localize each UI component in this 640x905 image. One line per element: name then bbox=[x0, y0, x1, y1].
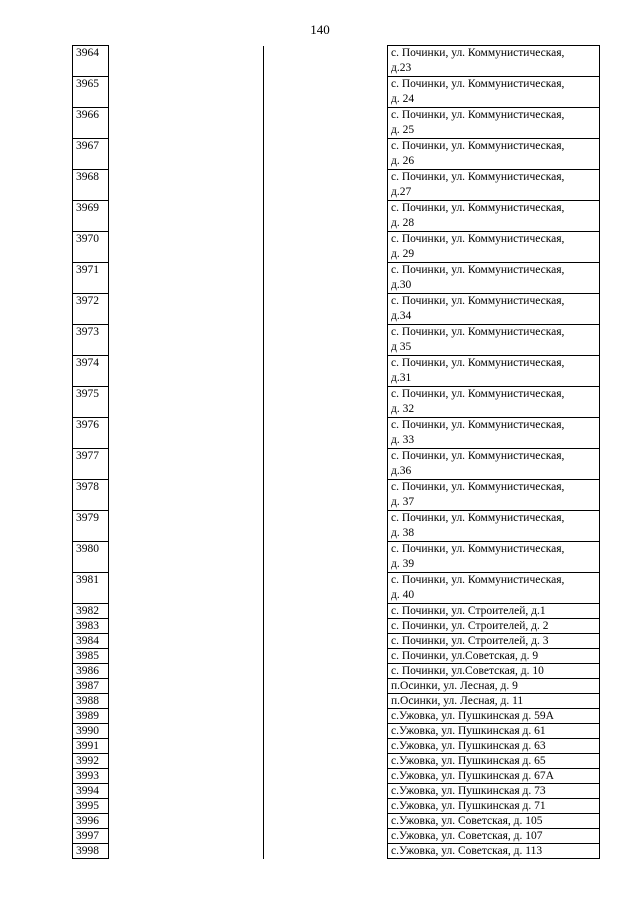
address-line-2: д. 37 bbox=[391, 496, 415, 508]
address-line-1: с. Починки, ул. Коммунистическая, bbox=[391, 171, 565, 183]
address-cell bbox=[388, 694, 600, 709]
address-cell bbox=[388, 294, 600, 325]
row-number: 3978 bbox=[73, 480, 109, 511]
row-number: 3964 bbox=[73, 46, 109, 77]
empty-column-b bbox=[264, 619, 388, 634]
address-line-2: д 35 bbox=[391, 341, 412, 353]
table-row bbox=[73, 724, 600, 739]
address-line-1: с.Ужовка, ул. Пушкинская д. 65 bbox=[391, 755, 546, 767]
address-line-2: д.30 bbox=[391, 279, 412, 291]
address-line-1: с. Починки, ул.Советская, д. 10 bbox=[391, 665, 544, 677]
address-cell bbox=[388, 829, 600, 844]
table-row bbox=[73, 664, 600, 679]
table-row bbox=[73, 77, 600, 108]
address-cell bbox=[388, 754, 600, 769]
address-cell bbox=[388, 604, 600, 619]
address-cell bbox=[388, 480, 600, 511]
address-cell bbox=[388, 739, 600, 754]
empty-column-a bbox=[109, 694, 264, 709]
address-cell bbox=[388, 814, 600, 829]
row-number: 3997 bbox=[73, 829, 109, 844]
row-number: 3973 bbox=[73, 325, 109, 356]
empty-column-b bbox=[264, 754, 388, 769]
empty-column-b bbox=[264, 418, 388, 449]
address-line-2: д. 39 bbox=[391, 558, 415, 570]
address-line-2: д. 24 bbox=[391, 93, 415, 105]
empty-column-a bbox=[109, 754, 264, 769]
table-row bbox=[73, 139, 600, 170]
empty-column-b bbox=[264, 694, 388, 709]
empty-column-a bbox=[109, 664, 264, 679]
address-line-1: с. Починки, ул. Коммунистическая, bbox=[391, 574, 565, 586]
table-row bbox=[73, 201, 600, 232]
empty-column-a bbox=[109, 139, 264, 170]
address-cell bbox=[388, 542, 600, 573]
table-row bbox=[73, 754, 600, 769]
empty-column-a bbox=[109, 649, 264, 664]
empty-column-b bbox=[264, 709, 388, 724]
row-number: 3980 bbox=[73, 542, 109, 573]
address-line-1: с.Ужовка, ул. Пушкинская д. 61 bbox=[391, 725, 546, 737]
row-number: 3966 bbox=[73, 108, 109, 139]
row-number: 3972 bbox=[73, 294, 109, 325]
row-number: 3994 bbox=[73, 784, 109, 799]
empty-column-b bbox=[264, 46, 388, 77]
empty-column-b bbox=[264, 201, 388, 232]
address-line-1: с. Починки, ул. Коммунистическая, bbox=[391, 264, 565, 276]
address-cell bbox=[388, 634, 600, 649]
address-line-1: с.Ужовка, ул. Пушкинская д. 63 bbox=[391, 740, 546, 752]
address-line-2: д. 32 bbox=[391, 403, 415, 415]
address-line-1: с. Починки, ул. Коммунистическая, bbox=[391, 47, 565, 59]
row-number: 3969 bbox=[73, 201, 109, 232]
address-line-1: с. Починки, ул. Коммунистическая, bbox=[391, 543, 565, 555]
address-line-1: п.Осинки, ул. Лесная, д. 9 bbox=[391, 680, 518, 692]
empty-column-b bbox=[264, 814, 388, 829]
empty-column-b bbox=[264, 829, 388, 844]
empty-column-a bbox=[109, 604, 264, 619]
empty-column-a bbox=[109, 108, 264, 139]
empty-column-a bbox=[109, 814, 264, 829]
address-line-1: с. Починки, ул. Коммунистическая, bbox=[391, 450, 565, 462]
address-cell bbox=[388, 201, 600, 232]
address-line-1: с.Ужовка, ул. Пушкинская д. 73 bbox=[391, 785, 546, 797]
address-cell bbox=[388, 784, 600, 799]
empty-column-b bbox=[264, 170, 388, 201]
address-line-1: с. Починки, ул. Коммунистическая, bbox=[391, 388, 565, 400]
row-number: 3988 bbox=[73, 694, 109, 709]
empty-column-a bbox=[109, 724, 264, 739]
empty-column-a bbox=[109, 387, 264, 418]
address-cell bbox=[388, 664, 600, 679]
address-line-2: д.31 bbox=[391, 372, 412, 384]
address-cell bbox=[388, 263, 600, 294]
row-number: 3983 bbox=[73, 619, 109, 634]
row-number: 3971 bbox=[73, 263, 109, 294]
address-line-2: д.36 bbox=[391, 465, 412, 477]
row-number: 3965 bbox=[73, 77, 109, 108]
address-line-1: с.Ужовка, ул. Пушкинская д. 67А bbox=[391, 770, 554, 782]
empty-column-b bbox=[264, 294, 388, 325]
row-number: 3975 bbox=[73, 387, 109, 418]
table-row bbox=[73, 784, 600, 799]
table-row bbox=[73, 844, 600, 859]
row-number: 3998 bbox=[73, 844, 109, 859]
address-line-1: с. Починки, ул. Строителей, д. 3 bbox=[391, 635, 549, 647]
empty-column-b bbox=[264, 604, 388, 619]
page-number: 140 bbox=[310, 22, 330, 37]
table-row bbox=[73, 604, 600, 619]
table-row bbox=[73, 356, 600, 387]
empty-column-a bbox=[109, 201, 264, 232]
address-line-1: с. Починки, ул. Коммунистическая, bbox=[391, 109, 565, 121]
empty-column-a bbox=[109, 418, 264, 449]
table-row bbox=[73, 418, 600, 449]
address-line-1: с. Починки, ул. Коммунистическая, bbox=[391, 140, 565, 152]
address-line-1: с. Починки, ул. Коммунистическая, bbox=[391, 419, 565, 431]
table-row bbox=[73, 108, 600, 139]
row-number: 3986 bbox=[73, 664, 109, 679]
table-row bbox=[73, 739, 600, 754]
empty-column-b bbox=[264, 784, 388, 799]
empty-column-a bbox=[109, 799, 264, 814]
empty-column-b bbox=[264, 634, 388, 649]
address-cell bbox=[388, 619, 600, 634]
table-row bbox=[73, 449, 600, 480]
empty-column-b bbox=[264, 263, 388, 294]
row-number: 3976 bbox=[73, 418, 109, 449]
address-line-2: д.34 bbox=[391, 310, 412, 322]
row-number: 3970 bbox=[73, 232, 109, 263]
empty-column-b bbox=[264, 573, 388, 604]
address-line-2: д. 38 bbox=[391, 527, 415, 539]
address-line-1: с.Ужовка, ул. Советская, д. 107 bbox=[391, 830, 543, 842]
empty-column-b bbox=[264, 139, 388, 170]
address-cell bbox=[388, 77, 600, 108]
address-line-1: с. Починки, ул.Советская, д. 9 bbox=[391, 650, 539, 662]
empty-column-a bbox=[109, 170, 264, 201]
address-line-2: д. 25 bbox=[391, 124, 415, 136]
table-row bbox=[73, 294, 600, 325]
address-line-2: д. 26 bbox=[391, 155, 415, 167]
row-number: 3981 bbox=[73, 573, 109, 604]
address-table bbox=[72, 45, 600, 859]
address-line-2: д.27 bbox=[391, 186, 412, 198]
address-line-2: д. 28 bbox=[391, 217, 415, 229]
empty-column-a bbox=[109, 511, 264, 542]
address-line-2: д.23 bbox=[391, 62, 412, 74]
address-line-1: с. Починки, ул. Коммунистическая, bbox=[391, 78, 565, 90]
table-row bbox=[73, 814, 600, 829]
address-line-1: с. Починки, ул. Строителей, д. 2 bbox=[391, 620, 549, 632]
address-cell bbox=[388, 649, 600, 664]
address-line-1: с. Починки, ул. Коммунистическая, bbox=[391, 295, 565, 307]
address-cell bbox=[388, 46, 600, 77]
empty-column-b bbox=[264, 649, 388, 664]
row-number: 3977 bbox=[73, 449, 109, 480]
empty-column-b bbox=[264, 511, 388, 542]
row-number: 3990 bbox=[73, 724, 109, 739]
empty-column-a bbox=[109, 634, 264, 649]
empty-column-b bbox=[264, 387, 388, 418]
address-line-1: с.Ужовка, ул. Пушкинская д. 59А bbox=[391, 710, 554, 722]
address-cell bbox=[388, 325, 600, 356]
empty-column-b bbox=[264, 739, 388, 754]
table-row bbox=[73, 542, 600, 573]
row-number: 3984 bbox=[73, 634, 109, 649]
address-cell bbox=[388, 449, 600, 480]
empty-column-b bbox=[264, 724, 388, 739]
row-number: 3968 bbox=[73, 170, 109, 201]
empty-column-a bbox=[109, 769, 264, 784]
empty-column-b bbox=[264, 664, 388, 679]
row-number: 3993 bbox=[73, 769, 109, 784]
address-cell bbox=[388, 387, 600, 418]
address-cell bbox=[388, 679, 600, 694]
empty-column-b bbox=[264, 77, 388, 108]
empty-column-b bbox=[264, 769, 388, 784]
empty-column-a bbox=[109, 739, 264, 754]
table-row bbox=[73, 325, 600, 356]
table-row bbox=[73, 170, 600, 201]
empty-column-b bbox=[264, 232, 388, 263]
address-cell bbox=[388, 139, 600, 170]
table-row bbox=[73, 263, 600, 294]
address-line-1: п.Осинки, ул. Лесная, д. 11 bbox=[391, 695, 524, 707]
address-line-1: с.Ужовка, ул. Советская, д. 105 bbox=[391, 815, 543, 827]
empty-column-a bbox=[109, 542, 264, 573]
row-number: 3992 bbox=[73, 754, 109, 769]
row-number: 3995 bbox=[73, 799, 109, 814]
address-cell bbox=[388, 418, 600, 449]
address-cell bbox=[388, 724, 600, 739]
row-number: 3979 bbox=[73, 511, 109, 542]
address-line-1: с.Ужовка, ул. Пушкинская д. 71 bbox=[391, 800, 546, 812]
empty-column-a bbox=[109, 294, 264, 325]
row-number: 3974 bbox=[73, 356, 109, 387]
address-cell bbox=[388, 511, 600, 542]
address-line-1: с. Починки, ул. Коммунистическая, bbox=[391, 326, 565, 338]
row-number: 3982 bbox=[73, 604, 109, 619]
table-row bbox=[73, 46, 600, 77]
table-row bbox=[73, 232, 600, 263]
empty-column-a bbox=[109, 325, 264, 356]
empty-column-b bbox=[264, 108, 388, 139]
empty-column-a bbox=[109, 619, 264, 634]
address-cell bbox=[388, 170, 600, 201]
empty-column-b bbox=[264, 325, 388, 356]
address-table-body bbox=[73, 46, 600, 859]
address-line-1: с. Починки, ул. Коммунистическая, bbox=[391, 481, 565, 493]
table-row bbox=[73, 679, 600, 694]
row-number: 3985 bbox=[73, 649, 109, 664]
address-line-2: д. 40 bbox=[391, 589, 415, 601]
table-row bbox=[73, 387, 600, 418]
address-cell bbox=[388, 108, 600, 139]
empty-column-a bbox=[109, 573, 264, 604]
row-number: 3987 bbox=[73, 679, 109, 694]
empty-column-b bbox=[264, 679, 388, 694]
table-row bbox=[73, 619, 600, 634]
table-row bbox=[73, 511, 600, 542]
empty-column-a bbox=[109, 679, 264, 694]
row-number: 3991 bbox=[73, 739, 109, 754]
address-line-2: д. 33 bbox=[391, 434, 415, 446]
table-row bbox=[73, 634, 600, 649]
address-line-1: с. Починки, ул. Коммунистическая, bbox=[391, 357, 565, 369]
address-cell bbox=[388, 573, 600, 604]
address-line-1: с. Починки, ул. Коммунистическая, bbox=[391, 202, 565, 214]
table-row bbox=[73, 769, 600, 784]
table-row bbox=[73, 709, 600, 724]
empty-column-a bbox=[109, 784, 264, 799]
table-row bbox=[73, 829, 600, 844]
address-cell bbox=[388, 799, 600, 814]
empty-column-a bbox=[109, 46, 264, 77]
empty-column-a bbox=[109, 844, 264, 859]
empty-column-b bbox=[264, 799, 388, 814]
table-row bbox=[73, 649, 600, 664]
empty-column-a bbox=[109, 263, 264, 294]
address-cell bbox=[388, 232, 600, 263]
row-number: 3967 bbox=[73, 139, 109, 170]
empty-column-b bbox=[264, 356, 388, 387]
address-line-2: д. 29 bbox=[391, 248, 415, 260]
empty-column-b bbox=[264, 542, 388, 573]
table-row bbox=[73, 694, 600, 709]
empty-column-b bbox=[264, 480, 388, 511]
empty-column-b bbox=[264, 844, 388, 859]
address-line-1: с.Ужовка, ул. Советская, д. 113 bbox=[391, 845, 543, 857]
address-line-1: с. Починки, ул. Коммунистическая, bbox=[391, 233, 565, 245]
table-row bbox=[73, 573, 600, 604]
row-number: 3989 bbox=[73, 709, 109, 724]
empty-column-a bbox=[109, 356, 264, 387]
empty-column-a bbox=[109, 232, 264, 263]
address-cell bbox=[388, 356, 600, 387]
empty-column-a bbox=[109, 77, 264, 108]
row-number: 3996 bbox=[73, 814, 109, 829]
address-cell bbox=[388, 709, 600, 724]
address-line-1: с. Починки, ул. Строителей, д.1 bbox=[391, 605, 546, 617]
empty-column-a bbox=[109, 449, 264, 480]
address-cell bbox=[388, 844, 600, 859]
address-cell bbox=[388, 769, 600, 784]
empty-column-b bbox=[264, 449, 388, 480]
table-row bbox=[73, 799, 600, 814]
empty-column-a bbox=[109, 480, 264, 511]
address-line-1: с. Починки, ул. Коммунистическая, bbox=[391, 512, 565, 524]
empty-column-a bbox=[109, 709, 264, 724]
empty-column-a bbox=[109, 829, 264, 844]
table-row bbox=[73, 480, 600, 511]
